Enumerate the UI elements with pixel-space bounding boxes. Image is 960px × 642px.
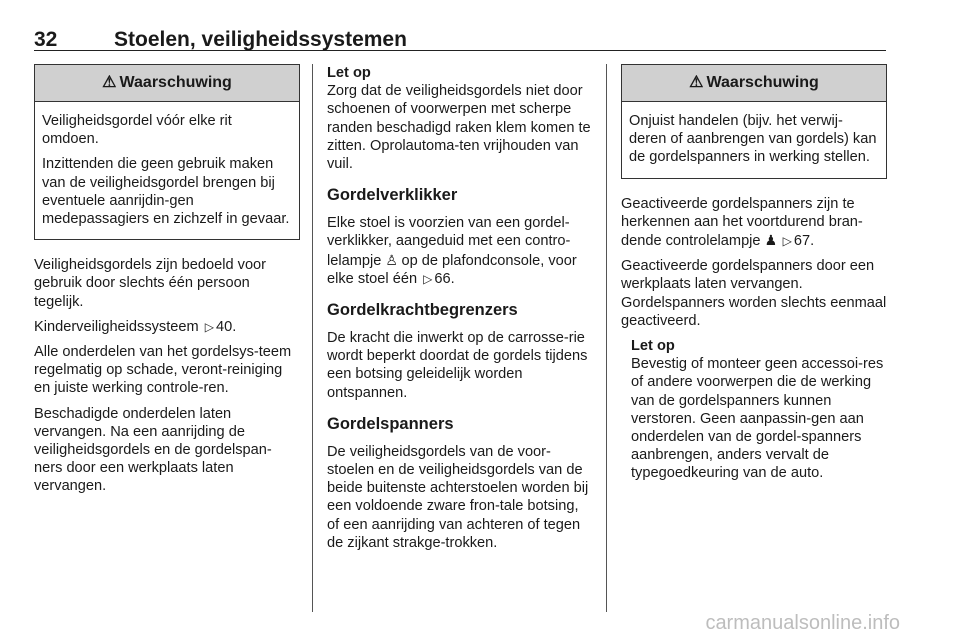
page-reference: 66.	[434, 270, 455, 287]
column-1	[34, 64, 300, 503]
paragraph-text: op de plafondconsole, voor elke stoel één	[327, 252, 577, 287]
airbag-pretensioner-lamp-icon: ♟	[764, 232, 778, 249]
paragraph: De veiligheidsgordels van de voor-stoelen en de veiligheidsgordels van de beide buitenste achterstoelen worden bij een voldoende zware fron-tale botsing, of een aanrijding van achteren of tegen de zijkant strakge-trokken.	[327, 443, 589, 551]
page-header	[34, 28, 886, 51]
note-text: Zorg dat de veiligheidsgordels niet door schoenen of voorwerpen met scherpe randen beschadigd raken klem komen te zitten. Oprolautoma-ten vrijhouden van vuil.	[327, 83, 591, 173]
note-text: Bevestig of monteer geen accessoi-res of andere voorwerpen die de werking van de gordelspanners kunnen verstoren. Geen aanpassin-gen aan onderdelen van de gordel-spanners aanbrengen, anders vervalt de typegoedkeuring van de auto.	[631, 356, 884, 482]
warning-triangle-icon: ⚠	[689, 73, 704, 91]
warning-header	[35, 65, 299, 102]
warning-paragraph: Onjuist handelen (bijv. het verwij-deren of aanbrengen van gordels) kan de gordelspanners in werking stellen.	[629, 113, 877, 166]
page-number: 32	[34, 28, 58, 51]
note-block	[327, 64, 593, 173]
warning-body	[35, 102, 299, 239]
page-title: Stoelen, veiligheidssystemen	[114, 28, 407, 51]
paragraph-text: Geactiveerde gordelspanners zijn te herkennen aan het voortdurend bran-dende controlelampje	[621, 195, 863, 250]
warning-paragraph: Veiligheidsgordel vóór elke rit omdoen.	[42, 113, 232, 148]
column-divider-1	[312, 64, 313, 612]
seatbelt-reminder-lamp-icon: ♙	[385, 251, 398, 268]
paragraph	[327, 214, 593, 288]
page-reference-arrow-icon: ▷	[423, 271, 433, 286]
page-reference-arrow-icon: ▷	[204, 319, 214, 334]
note-title: Let op	[327, 65, 371, 81]
page-reference: 67.	[793, 233, 815, 250]
watermark: carmanualsonline.info	[705, 612, 900, 634]
note-block	[621, 337, 887, 483]
paragraph: Geactiveerde gordelspanners door een werkplaats laten vervangen. Gordelspanners worden slechts eenmaal geactiveerd.	[621, 258, 887, 329]
paragraph: De kracht die inwerkt op de carrosse-rie wordt beperkt doordat de gordels tijdens een botsing geleidelijk worden ontspannen.	[327, 330, 588, 401]
section-heading: Gordelverklikker	[327, 186, 458, 205]
warning-paragraph: Inzittenden die geen gebruik maken van de veiligheidsgordel brengen bij eventuele aanrijdin-gen medepassagiers en zichzelf in gevaar.	[42, 156, 290, 228]
warning-title: Waarschuwing	[706, 73, 819, 91]
warning-title: Waarschuwing	[119, 73, 232, 91]
warning-header	[622, 65, 886, 102]
paragraph: Alle onderdelen van het gordelsys-teem regelmatig op schade, veront-reiniging en juiste werking controle-ren.	[34, 344, 292, 397]
warning-triangle-icon: ⚠	[102, 73, 117, 91]
warning-body	[622, 102, 886, 178]
note-title: Let op	[631, 338, 675, 355]
paragraph: Beschadigde onderdelen laten vervangen. Na een aanrijding de veiligheidsgordels en de gordelspan-ners door een werkplaats laten vervangen.	[34, 405, 272, 495]
paragraph: Veiligheidsgordels zijn bedoeld voor gebruik door slechts één persoon tegelijk.	[34, 257, 267, 310]
column-divider-2	[606, 64, 607, 612]
page-reference-arrow-icon: ▷	[782, 234, 792, 249]
paragraph-text: Elke stoel is voorzien van een gordel-verklikker, aangeduid met een contro-lelampje	[327, 215, 571, 269]
warning-box	[621, 64, 887, 179]
column-2	[327, 64, 593, 559]
section-heading: Gordelkrachtbegrenzers	[327, 301, 518, 320]
column-3	[621, 64, 887, 492]
warning-box	[34, 64, 300, 240]
paragraph-text: Kinderveiligheidssysteem	[34, 318, 199, 335]
paragraph	[34, 318, 300, 336]
page-reference: 40.	[215, 318, 237, 335]
section-heading: Gordelspanners	[327, 414, 454, 433]
paragraph	[621, 195, 887, 251]
